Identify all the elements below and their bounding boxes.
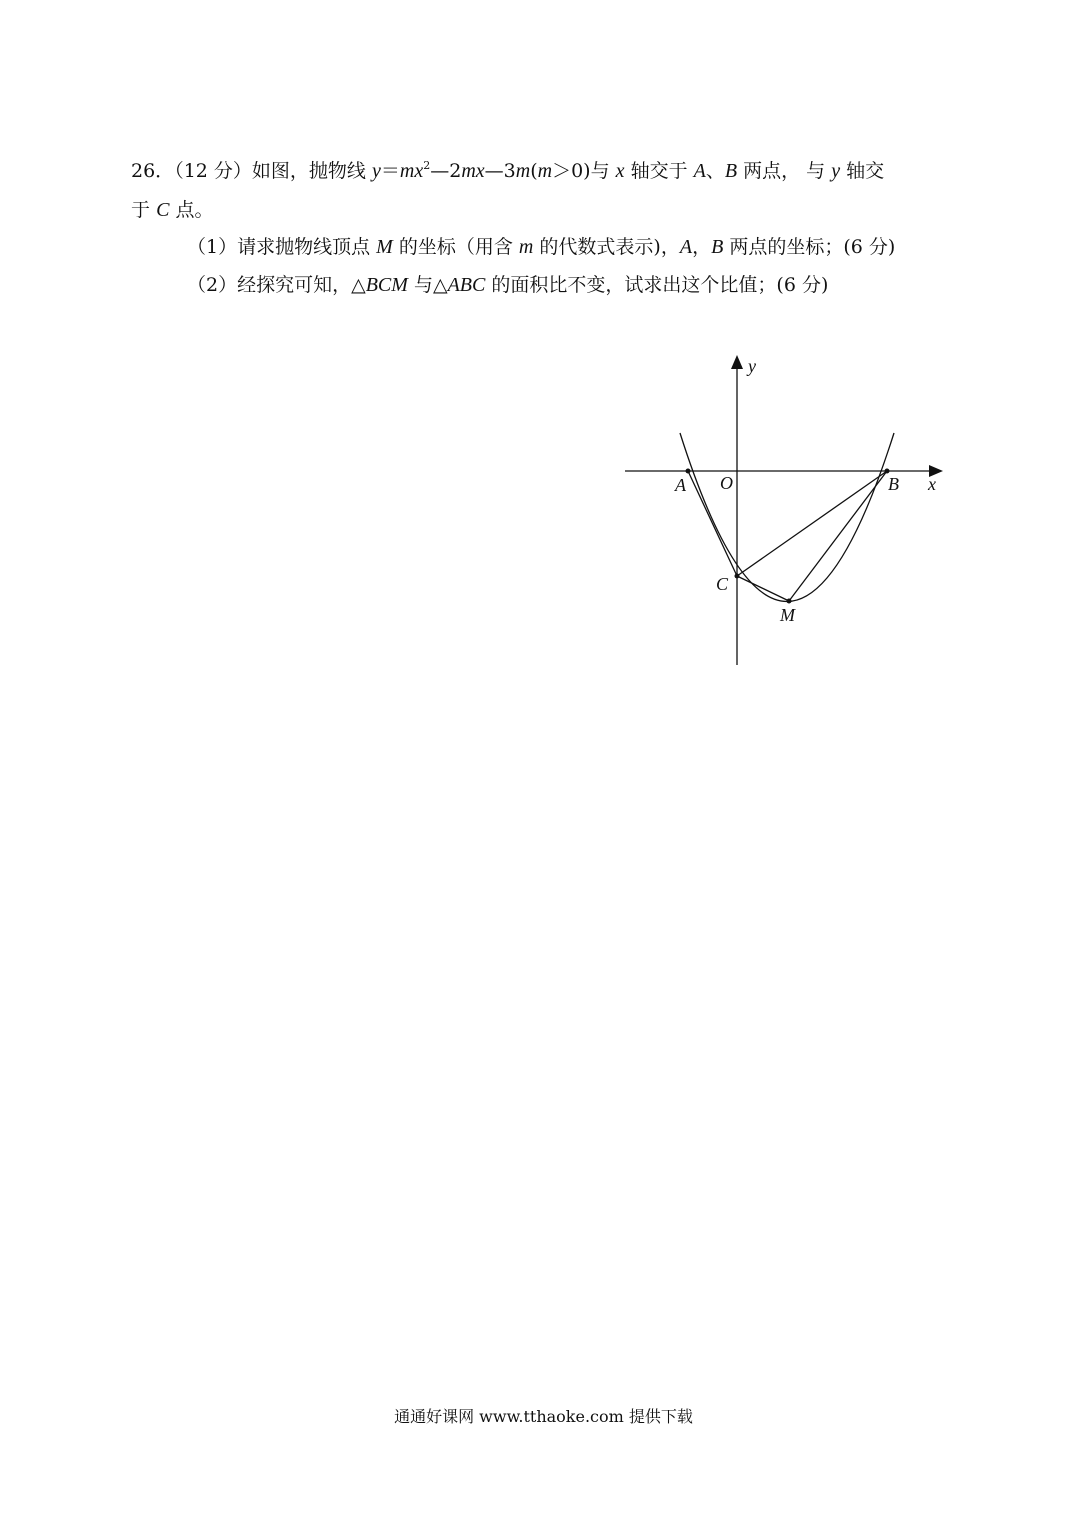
point-b-dot <box>885 469 890 474</box>
label-b: B <box>888 474 899 494</box>
problem-intro: 如图，抛物线 <box>251 160 366 182</box>
point-c: C <box>156 199 170 221</box>
text: 与 <box>590 160 610 182</box>
segment-cm <box>737 576 789 601</box>
eq-condition: ＞0) <box>552 160 591 182</box>
problem-line-2 <box>131 198 213 222</box>
problem-line-1 <box>131 159 884 183</box>
triangle-abc: ABC <box>447 274 486 296</box>
label-a: A <box>675 475 686 495</box>
footer-source: 通通好课网 www.tthaoke.com 提供下载 <box>394 1407 693 1426</box>
text: 轴交 <box>846 160 885 182</box>
text: 的代数式表示)， <box>539 236 680 258</box>
part-2-label: （2）经探究可知，△ <box>187 274 366 296</box>
label-o: O <box>720 473 733 493</box>
text: 与△ <box>413 274 448 296</box>
problem-points: （12 分） <box>174 160 252 182</box>
label-x: x <box>928 474 936 494</box>
text: 于 <box>131 199 151 221</box>
text: 的坐标（用含 <box>398 236 513 258</box>
problem-number: 26． <box>131 160 175 182</box>
eq-term: —3 <box>484 160 516 182</box>
text: 的面积比不变，试求出这个比值；(6 分) <box>491 274 829 296</box>
part-1 <box>187 235 895 259</box>
text: 、 <box>705 160 725 182</box>
eq-m: m <box>399 160 415 182</box>
point-m-dot <box>787 599 792 604</box>
triangle-bcm: BCM <box>365 274 408 296</box>
text: 点。 <box>175 199 214 221</box>
var-x: x <box>615 160 625 182</box>
label-c: C <box>716 574 729 594</box>
eq-equals: ＝ <box>380 160 400 182</box>
parabola-curve <box>680 433 894 602</box>
eq-x: x <box>414 160 424 182</box>
eq-paren: ( <box>530 160 538 182</box>
var-y: y <box>831 160 841 182</box>
part-1-label: （1）请求抛物线顶点 <box>187 236 371 258</box>
point-a-dot <box>686 469 691 474</box>
point-a: A <box>679 236 693 258</box>
label-y: y <box>748 356 756 376</box>
label-m: M <box>780 605 795 625</box>
eq-exponent: 2 <box>423 159 431 172</box>
parabola-figure <box>615 345 955 675</box>
text: ， <box>692 236 712 258</box>
text: 轴交于 <box>630 160 688 182</box>
eq-m: m <box>537 160 553 182</box>
point-m: M <box>376 236 393 258</box>
text: 两点， 与 <box>743 160 826 182</box>
eq-y: y <box>371 160 381 182</box>
segment-bm <box>789 471 887 601</box>
point-a: A <box>693 160 706 182</box>
point-c-dot <box>735 574 740 579</box>
point-b: B <box>711 236 724 258</box>
y-axis-arrow-icon <box>731 355 743 369</box>
eq-mx: mx <box>461 160 485 182</box>
text: 两点的坐标；(6 分) <box>729 236 896 258</box>
part-2 <box>187 273 828 297</box>
eq-m: m <box>515 160 531 182</box>
eq-term: —2 <box>430 160 462 182</box>
point-b: B <box>724 160 738 182</box>
var-m: m <box>518 236 534 258</box>
segment-bc <box>737 471 887 576</box>
